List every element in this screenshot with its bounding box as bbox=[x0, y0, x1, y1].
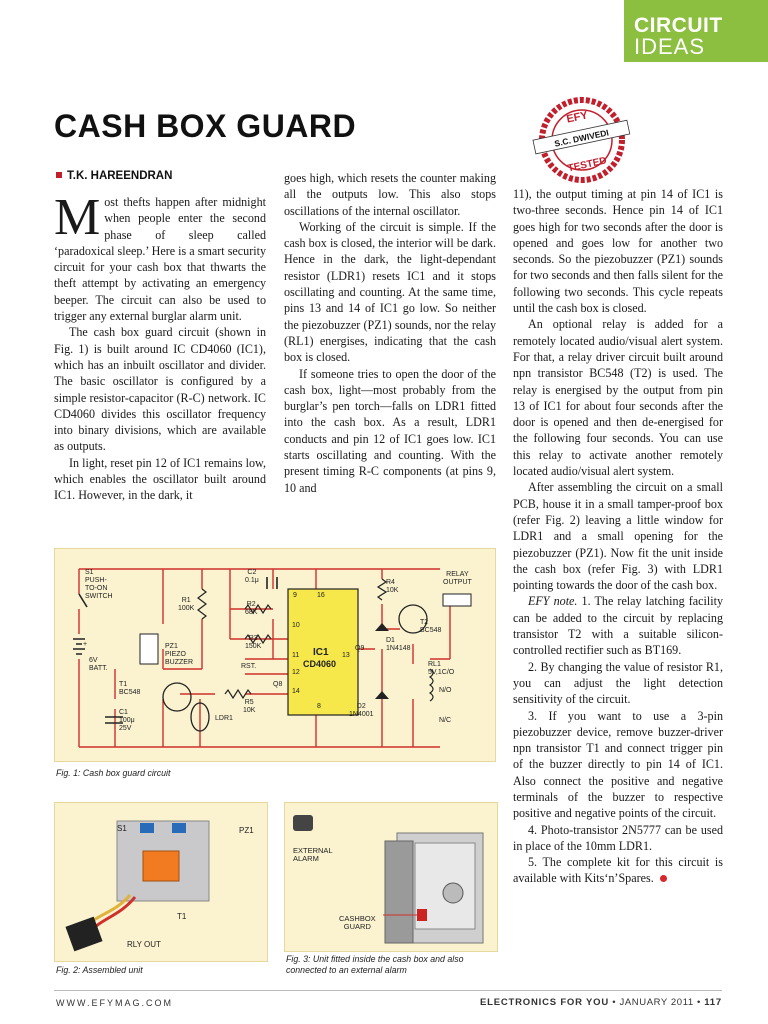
paragraph-text: ost thefts happen after midnight when people enter the second phase of sleep called ‘paradoxical sleep.’ Here is a smart security circuit for your cash box that thwarts the theft attempt by activating an emergency beeper. The circuit can also be used to trigger any external burglar alarm unit. bbox=[54, 195, 266, 324]
text-column-2 bbox=[284, 170, 496, 496]
footer-sep: • bbox=[697, 997, 701, 1008]
cashbox-installation-figure bbox=[284, 802, 498, 952]
footer-magazine-name: ELECTRONICS FOR YOU bbox=[480, 997, 610, 1008]
label-cashbox-guard: CASHBOX GUARD bbox=[339, 914, 376, 931]
footer-date: JANUARY 2011 bbox=[619, 997, 694, 1008]
efy-tested-stamp bbox=[532, 90, 632, 190]
paragraph: 3. If you want to use a 3-pin piezobuzzer device, remove buzzer-driver npn transistor T1 and connect trigger pin of the buzzer directly to pin 14 of IC1. Also connect the positive and negative terminals of the buzzer to respective positive and negative points of the circuit. bbox=[513, 708, 723, 821]
figure-3-caption: Fig. 3: Unit fitted inside the cash box and also connected to an external alarm bbox=[286, 954, 464, 975]
label-ic1: IC1 bbox=[313, 647, 329, 658]
label-d2: D2 1N4001 bbox=[349, 703, 374, 718]
footer-website: WWW.EFYMAG.COM bbox=[56, 998, 173, 1008]
stamp-name: S.C. DWIVEDI bbox=[553, 127, 610, 149]
label-q9: Q9 bbox=[355, 645, 365, 652]
section-label-line1: CIRCUIT bbox=[634, 14, 723, 37]
label-pin10: 10 bbox=[292, 622, 300, 629]
efy-note-label: EFY note. bbox=[528, 594, 578, 609]
paragraph bbox=[513, 593, 723, 658]
label-pin9: 9 bbox=[293, 592, 297, 599]
label-rst: RST. bbox=[241, 663, 257, 670]
label-t1: T1 BC548 bbox=[119, 681, 141, 696]
author-name: T.K. HAREENDRAN bbox=[67, 170, 173, 182]
footer-magazine-info bbox=[480, 997, 722, 1008]
paragraph bbox=[513, 854, 723, 887]
end-mark-icon bbox=[660, 875, 667, 882]
label-external-alarm: EXTERNAL ALARM bbox=[293, 846, 333, 863]
label-relay-output: RELAY OUTPUT bbox=[443, 571, 472, 586]
text-column-3 bbox=[513, 186, 723, 887]
paragraph: The cash box guard circuit (shown in Fig. 1) is built around IC CD4060 (IC1), which has an inbuilt oscillator and divider. The basic oscillator is configured by a simple resistor-capacitor (R-C) network. IC CD4060 divides this oscillator frequency into binary divisions, which are available as outputs. bbox=[54, 325, 266, 454]
label-t2: T2 BC548 bbox=[420, 619, 442, 634]
label-pz1: PZ1 PIEZO BUZZER bbox=[165, 643, 193, 666]
paragraph-text: 5. The complete kit for this circuit is available with Kits‘n’Spares. bbox=[513, 855, 723, 886]
label-ldr1: LDR1 bbox=[215, 715, 233, 722]
label-c1: C1 100μ 25V bbox=[119, 709, 135, 732]
label-r3: R3 150K bbox=[245, 635, 262, 650]
paragraph: If someone tries to open the door of the cash box, light—most probably from the burglar’s pen torch—falls on LDR1 fitted into the cash box. As a result, LDR1 conducts and pin 12 of IC1 goes low. IC1 starts oscillating and counting. With the present timing R-C components (at pins 9, 10 and bbox=[284, 366, 496, 495]
text-column-1 bbox=[54, 189, 266, 504]
paragraph: 4. Photo-transistor 2N5777 can be used in place of the 10mm LDR1. bbox=[513, 822, 723, 853]
label-nc: N/C bbox=[439, 717, 452, 724]
figure-1-caption: Fig. 1: Cash box guard circuit bbox=[56, 768, 171, 778]
label-s1: S1 PUSH- TO-ON SWITCH bbox=[85, 569, 113, 600]
label-pin8: 8 bbox=[317, 703, 321, 710]
drop-cap: M bbox=[54, 189, 101, 246]
label-pz1: PZ1 bbox=[239, 826, 254, 835]
label-c2: C2 0.1μ bbox=[245, 569, 259, 584]
assembled-unit-figure bbox=[54, 802, 268, 962]
bullet-square-icon bbox=[56, 172, 62, 178]
paragraph: 11), the output timing at pin 14 of IC1 is two-three seconds. Hence pin 14 of IC1 goes high for two seconds after the door is opened and goes low for another two seconds. So the piezobuzzer (PZ1) sounds for two seconds and then falls silent for the following two seconds. This cycle repeats until the cash box is closed. bbox=[513, 187, 723, 316]
label-battery: 6V BATT. bbox=[89, 657, 108, 672]
label-d1: D1 1N4148 bbox=[386, 637, 411, 652]
stamp-top-text: EFY bbox=[565, 109, 589, 126]
paragraph: After assembling the circuit on a small PCB, house it in a small tamper-proof box (refer Fig. 2) leaving a little window for LDR1 and a small opening for the piezobuzzer (PZ1). Now fit the unit inside the cash box (refer Fig. 3) with LDR1 pointing towards the door of the cash box. bbox=[513, 480, 723, 593]
label-r4: R4 10K bbox=[386, 579, 399, 594]
stamp-bottom-text: TESTED bbox=[566, 155, 608, 175]
paragraph: goes high, which resets the counter making all the outputs low. This also stops oscillations of the internal oscillator. bbox=[284, 171, 496, 218]
cashbox-drawing bbox=[285, 803, 497, 951]
figure-2-caption: Fig. 2: Assembled unit bbox=[56, 965, 143, 975]
label-plus: + bbox=[83, 641, 88, 648]
label-no: N/O bbox=[439, 687, 452, 694]
author-byline bbox=[56, 170, 172, 182]
label-r1: R1 100K bbox=[178, 597, 195, 612]
footer-rule bbox=[54, 990, 722, 991]
section-label-line2: IDEAS bbox=[634, 34, 706, 59]
label-pin16: 16 bbox=[317, 592, 325, 599]
label-q8: Q8 bbox=[273, 681, 283, 688]
article-title: CASH BOX GUARD bbox=[54, 108, 357, 144]
paragraph bbox=[54, 189, 266, 324]
assembled-unit-drawing bbox=[55, 803, 267, 961]
label-s1: S1 bbox=[117, 824, 127, 833]
paragraph-text: 1. The relay latching facility can be added to the circuit by replacing transistor T2 with a suitable silicon-controlled rectifier such as BT169. bbox=[513, 594, 723, 658]
label-pin14: 14 bbox=[292, 688, 300, 695]
label-cd4060: CD4060 bbox=[303, 659, 337, 669]
label-pin13: 13 bbox=[342, 652, 350, 659]
label-pin12: 12 bbox=[292, 669, 300, 676]
label-pin11: 11 bbox=[292, 652, 300, 659]
label-r2: R2 68K bbox=[245, 601, 258, 616]
page-number: 117 bbox=[704, 997, 722, 1008]
paragraph: In light, reset pin 12 of IC1 remains low, which enables the oscillator built around IC1. However, in the dark, it bbox=[54, 455, 266, 503]
section-badge bbox=[624, 0, 768, 62]
paragraph: An optional relay is added for a remotely located audio/visual alert system. For that, a relay driver circuit built around npn transistor BC548 (T2) is used. The relay is energised by the output from pin 13 of IC1 for about four seconds after the door is opened and then de-energised for the following four seconds. You can use this relay to activate another remotely located audio/visual alert system. bbox=[513, 317, 723, 479]
label-t1: T1 bbox=[177, 912, 187, 921]
label-r5: R5 10K bbox=[243, 699, 256, 714]
paragraph: 2. By changing the value of resistor R1, you can adjust the light detection sensitivity of the circuit. bbox=[513, 659, 723, 707]
label-rl1: RL1 5V,1C/O bbox=[428, 661, 455, 676]
label-rly-out: RLY OUT bbox=[127, 940, 161, 949]
footer-sep: • bbox=[612, 997, 617, 1008]
circuit-schematic bbox=[54, 548, 496, 762]
paragraph: Working of the circuit is simple. If the cash box is closed, the interior will be dark. Hence in the dark, the light-dependant resistor (LDR1) resets IC1 and it stops oscillating and counting. At the same time, pins 13 and 14 of IC1 go low. So neither the piezobuzzer (PZ1) sounds, nor the relay (RL1) energises, indicating that the cash box is closed. bbox=[284, 219, 496, 365]
